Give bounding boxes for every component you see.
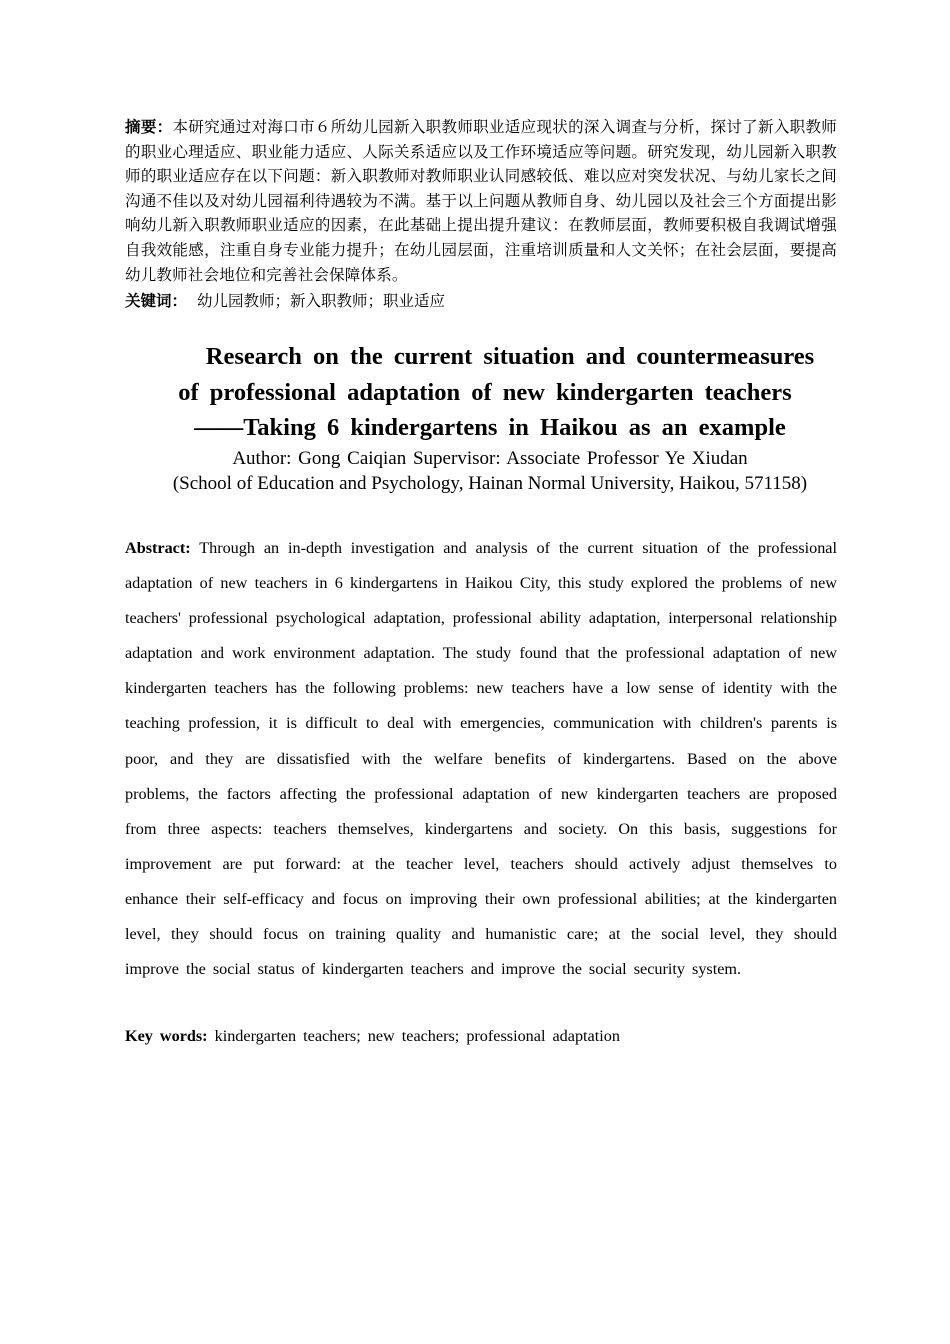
english-keywords-label: Key words: <box>125 1027 208 1045</box>
chinese-keywords <box>125 289 837 313</box>
chinese-keywords-text: 幼儿园教师；新入职教师；职业适应 <box>197 292 446 310</box>
author-line: Author: Gong Caiqian Supervisor: Associate Professor Ye Xiudan <box>232 447 748 469</box>
title-line-2: of professional adaptation of new kindergarten teachers <box>178 378 792 406</box>
english-abstract <box>125 531 837 987</box>
chinese-abstract <box>125 115 837 287</box>
english-title-block <box>120 339 860 496</box>
affiliation-line: (School of Education and Psychology, Hainan Normal University, Haikou, 571158) <box>172 472 808 494</box>
english-keywords-text: kindergarten teachers; new teachers; professional adaptation <box>214 1027 620 1045</box>
chinese-abstract-label: 摘要： <box>125 118 173 136</box>
title-line-3: ——Taking 6 kindergartens in Haikou as an example <box>194 414 786 441</box>
english-abstract-text: Through an in-depth investigation and analysis of the current situation of the professional adaptation of new teachers in 6 kindergartens in Haikou City, this study explored the problems of new teachers' professional psychological adaptation, professional ability adaptation, interpersonal relationship adaptation and work environment adaptation. The study found that the professional adaptation of new kindergarten teachers has the following problems: new teachers have a low sense of identity with the teaching profession, it is difficult to deal with emergencies, communication with children's parents is poor, and they are dissatisfied with the welfare benefits of kindergartens. Based on the above problems, the factors affecting the professional adaptation of new kindergarten teachers are proposed from three aspects: teachers themselves, kindergartens and society. On this basis, suggestions for improvement are put forward: at the teacher level, teachers should actively adjust themselves to enhance their self-efficacy and focus on improving their own professional abilities; at the kindergarten level, they should focus on training quality and humanistic care; at the social level, they should improve the social status of kindergarten teachers and improve the social security system. <box>125 539 837 979</box>
chinese-abstract-text: 本研究通过对海口市６所幼儿园新入职教师职业适应现状的深入调查与分析，探讨了新入职教师的职业心理适应、职业能力适应、人际关系适应以及工作环境适应等问题。研究发现，幼儿园新入职教师的职业适应存在以下问题：新入职教师对教师职业认同感较低、难以应对突发状况、与幼儿家长之间沟通不佳以及对幼儿园福利待遇较为不满。基于以上问题从教师自身、幼儿园以及社会三个方面提出影响幼儿新入职教师职业适应的因素，在此基础上提出提升建议：在教师层面，教师要积极自我调试增强自我效能感，注重自身专业能力提升；在幼儿园层面，注重培训质量和人文关怀；在社会层面，要提高幼儿教师社会地位和完善社会保障体系。 <box>125 118 837 284</box>
english-abstract-label: Abstract: <box>125 539 191 557</box>
english-keywords <box>125 1023 837 1049</box>
chinese-keywords-label: 关键词： <box>125 292 188 310</box>
title-line-1: Research on the current situation and countermeasures <box>205 343 815 370</box>
